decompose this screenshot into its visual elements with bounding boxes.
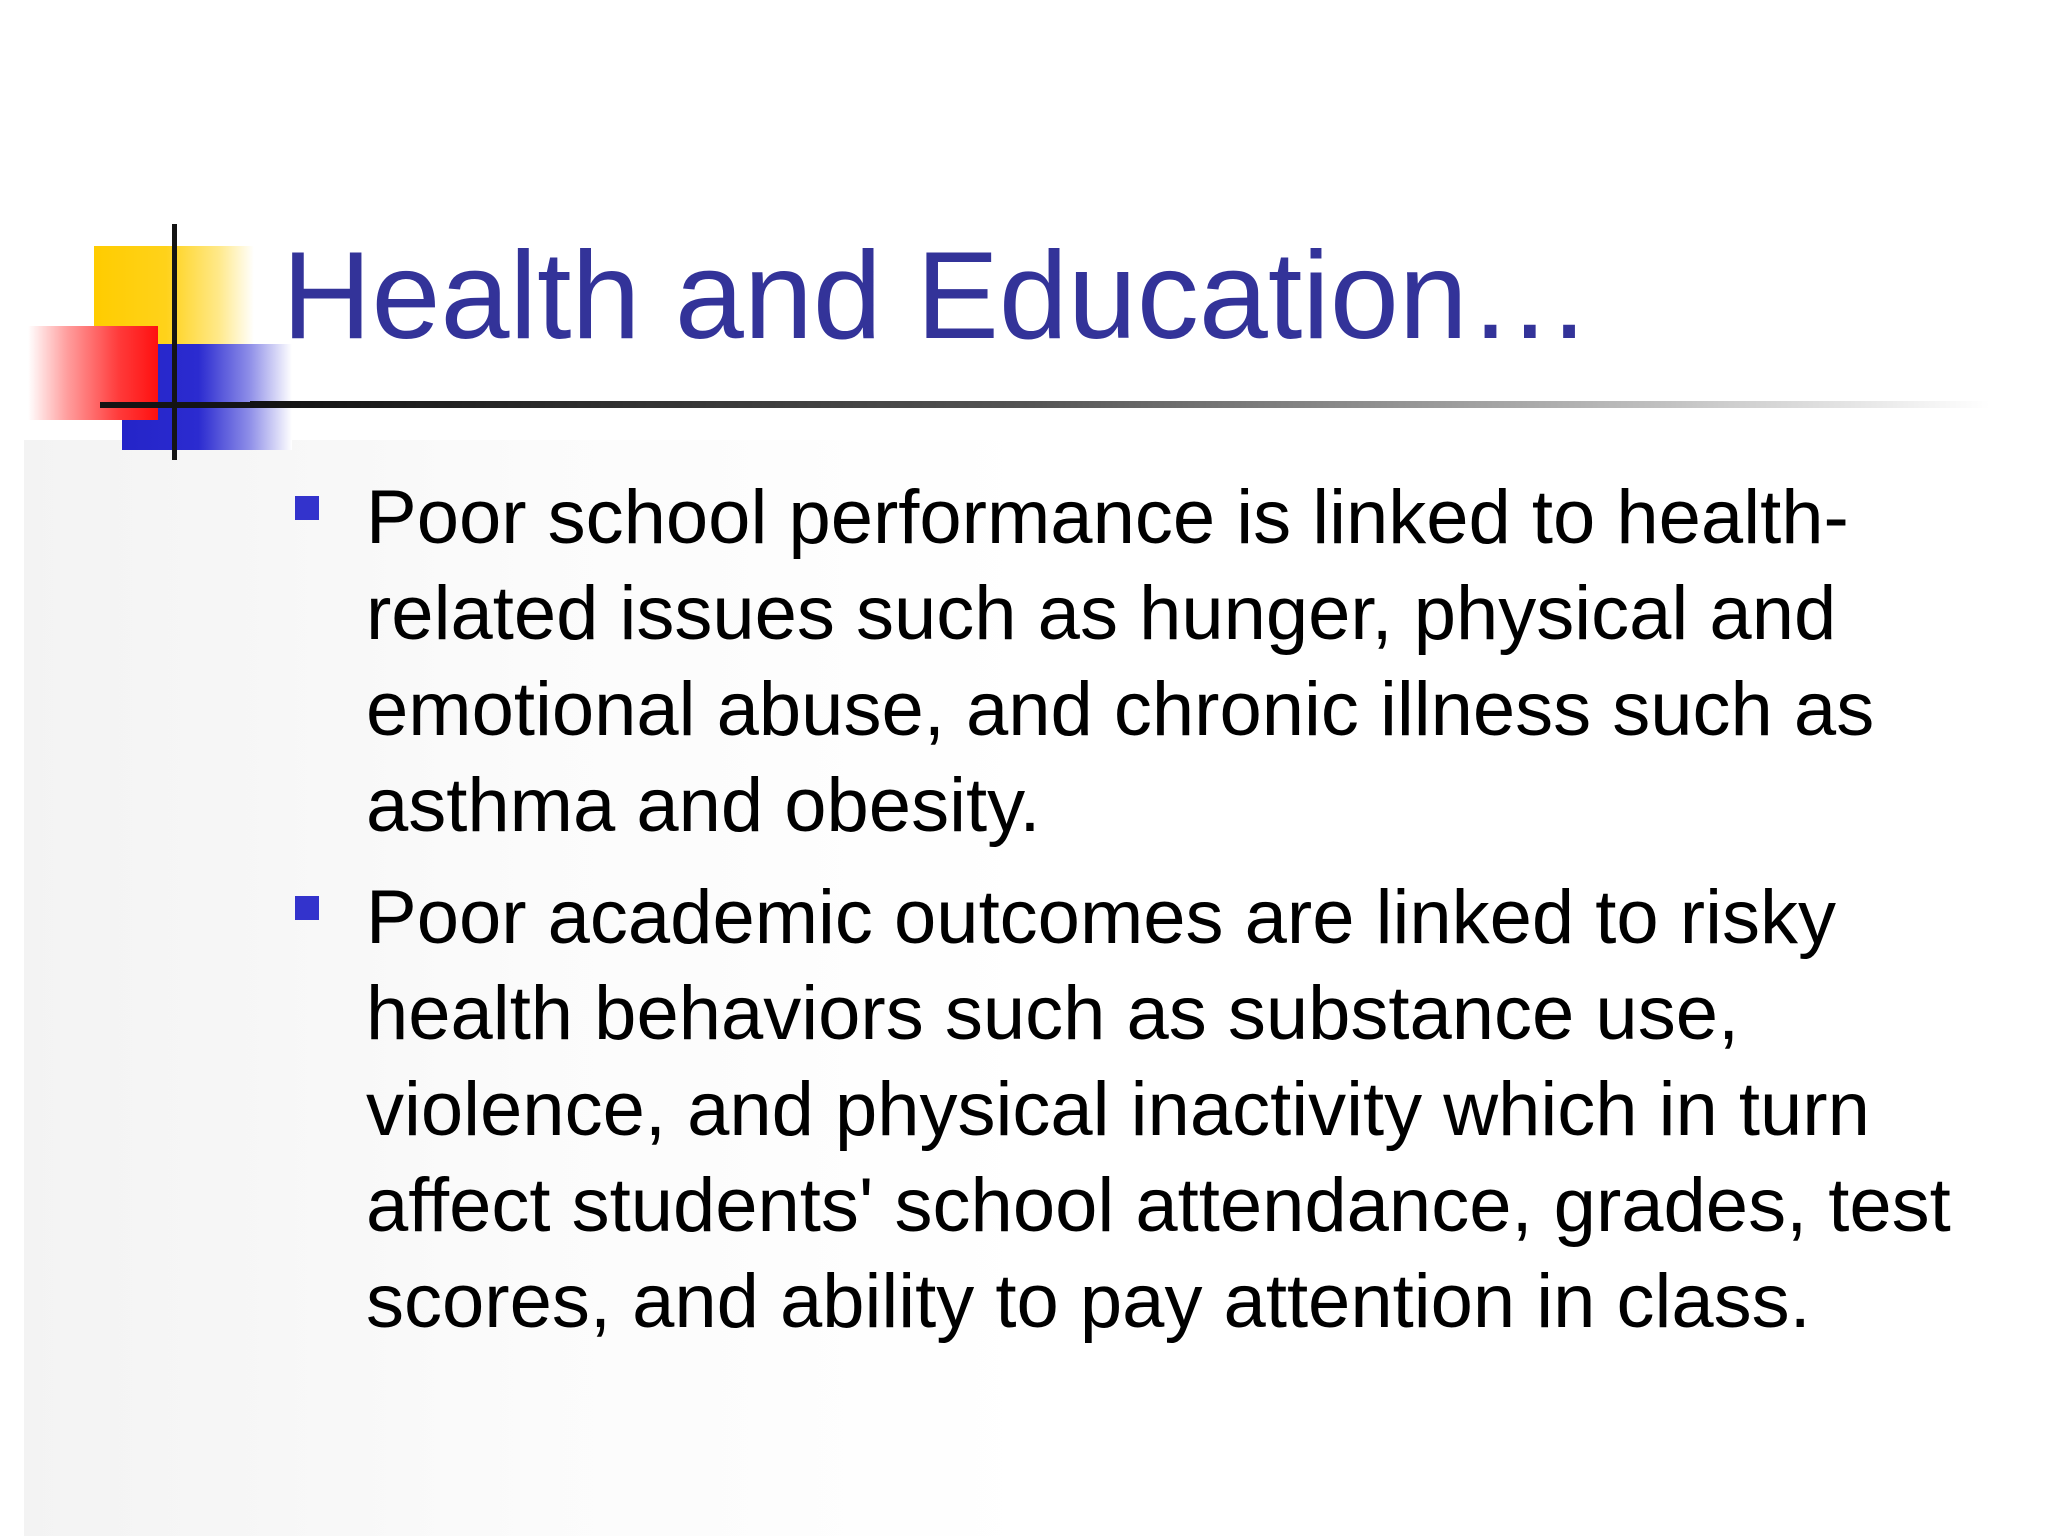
- square-bullet-icon: [295, 896, 319, 920]
- slide-title: Health and Education…: [282, 227, 1592, 365]
- bullet-item: [290, 470, 2000, 854]
- bullet-item: [290, 870, 2000, 1350]
- bullet-text: Poor school performance is linked to health-related issues such as hunger, physical and emotional abuse, and chronic illness such as asthma and obesity.: [366, 475, 1875, 848]
- logo-vertical-line: [172, 224, 177, 460]
- square-bullet-icon: [295, 496, 319, 520]
- bullet-text: Poor academic outcomes are linked to risky health behaviors such as substance use, violence, and physical inactivity which in turn affect students' school attendance, grades, test scores, and ability to pay attention in class.: [366, 875, 1951, 1344]
- title-underline: [250, 401, 1990, 408]
- bullet-list: [290, 470, 2000, 1366]
